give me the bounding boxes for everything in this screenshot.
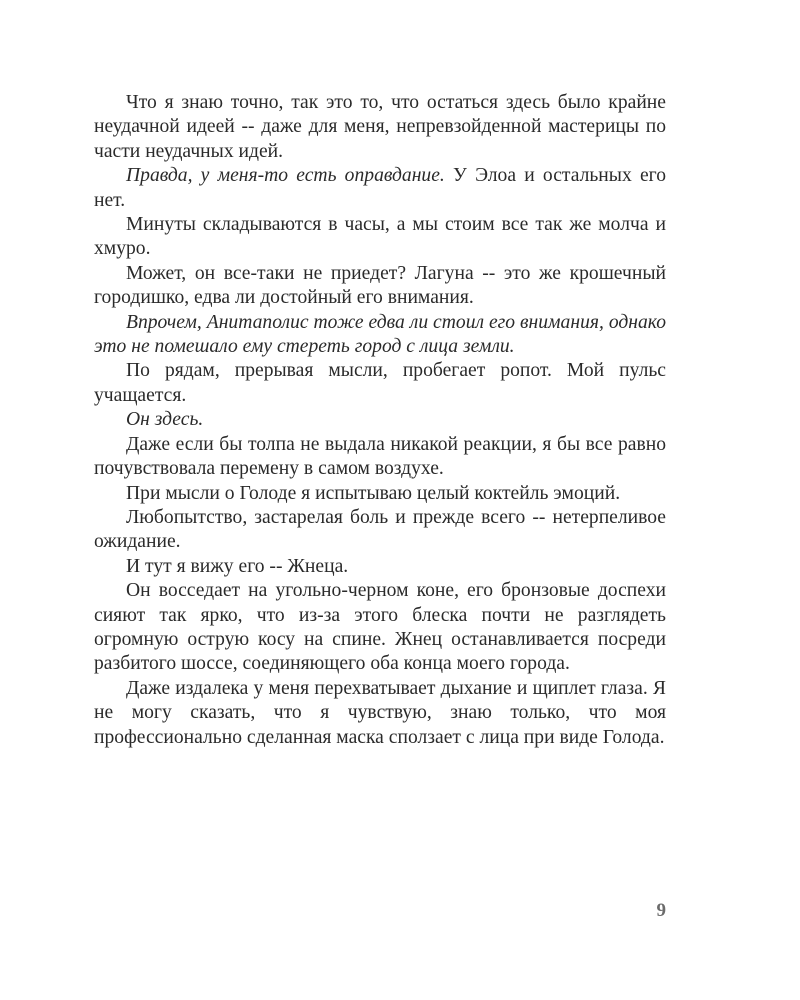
italic-thought: Правда, у меня-то есть оправдание. [126,165,445,187]
page-body [94,91,666,750]
paragraph-2 [94,164,666,213]
paragraph-13: Даже издалека у меня перехватывает дыхание и щиплет глаза. Я не могу сказать, что я чувствую, знаю только, что моя профессионально сделанная маска сползает с лица при виде Голода. [94,677,666,748]
paragraph-3: Минуты складываются в часы, а мы стоим все так же молча и хмуро. [94,214,666,260]
paragraph-6: По рядам, прерывая мысли, пробегает ропот. Мой пульс учащается. [94,360,666,406]
italic-thought: Он здесь. [126,409,204,431]
italic-paragraph: Впрочем, Анитаполис тоже едва ли стоил его внимания, однако это не помешало ему стереть город с лица земли. [94,311,666,358]
paragraph-7 [94,408,666,432]
paragraph-4: Может, он все-таки не приедет? Лагуна -- это же крошечный городишко, едва ли достойный его внимания. [94,262,666,309]
paragraph-2-tail: У Элоа и остальных его нет. [94,165,666,211]
paragraph-8: Даже если бы толпа не выдала никакой реакции, я бы все равно почувствовала перемену в самом воздухе. [94,433,666,480]
paragraph-1: Что я знаю точно, так это то, что остаться здесь было крайне неудачной идеей -- даже для меня, непревзойденной мастерицы по части неудачных идей. [94,92,666,162]
paragraph-5 [94,311,666,360]
paragraph-10: Любопытство, застарелая боль и прежде всего -- нетерпеливое ожидание. [94,506,666,553]
paragraph-12: Он восседает на угольно-черном коне, его бронзовые доспехи сияют так ярко, что из-за этого блеска почти не разглядеть огромную острую косу на спине. Жнец останавливается посреди разбитого шоссе, соединяющего оба конца моего города. [94,580,666,675]
paragraph-11: И тут я вижу его -- Жнеца. [126,555,349,577]
page-number: 9 [656,900,666,921]
paragraph-9: При мысли о Голоде я испытываю целый коктейль эмоций. [126,482,621,504]
